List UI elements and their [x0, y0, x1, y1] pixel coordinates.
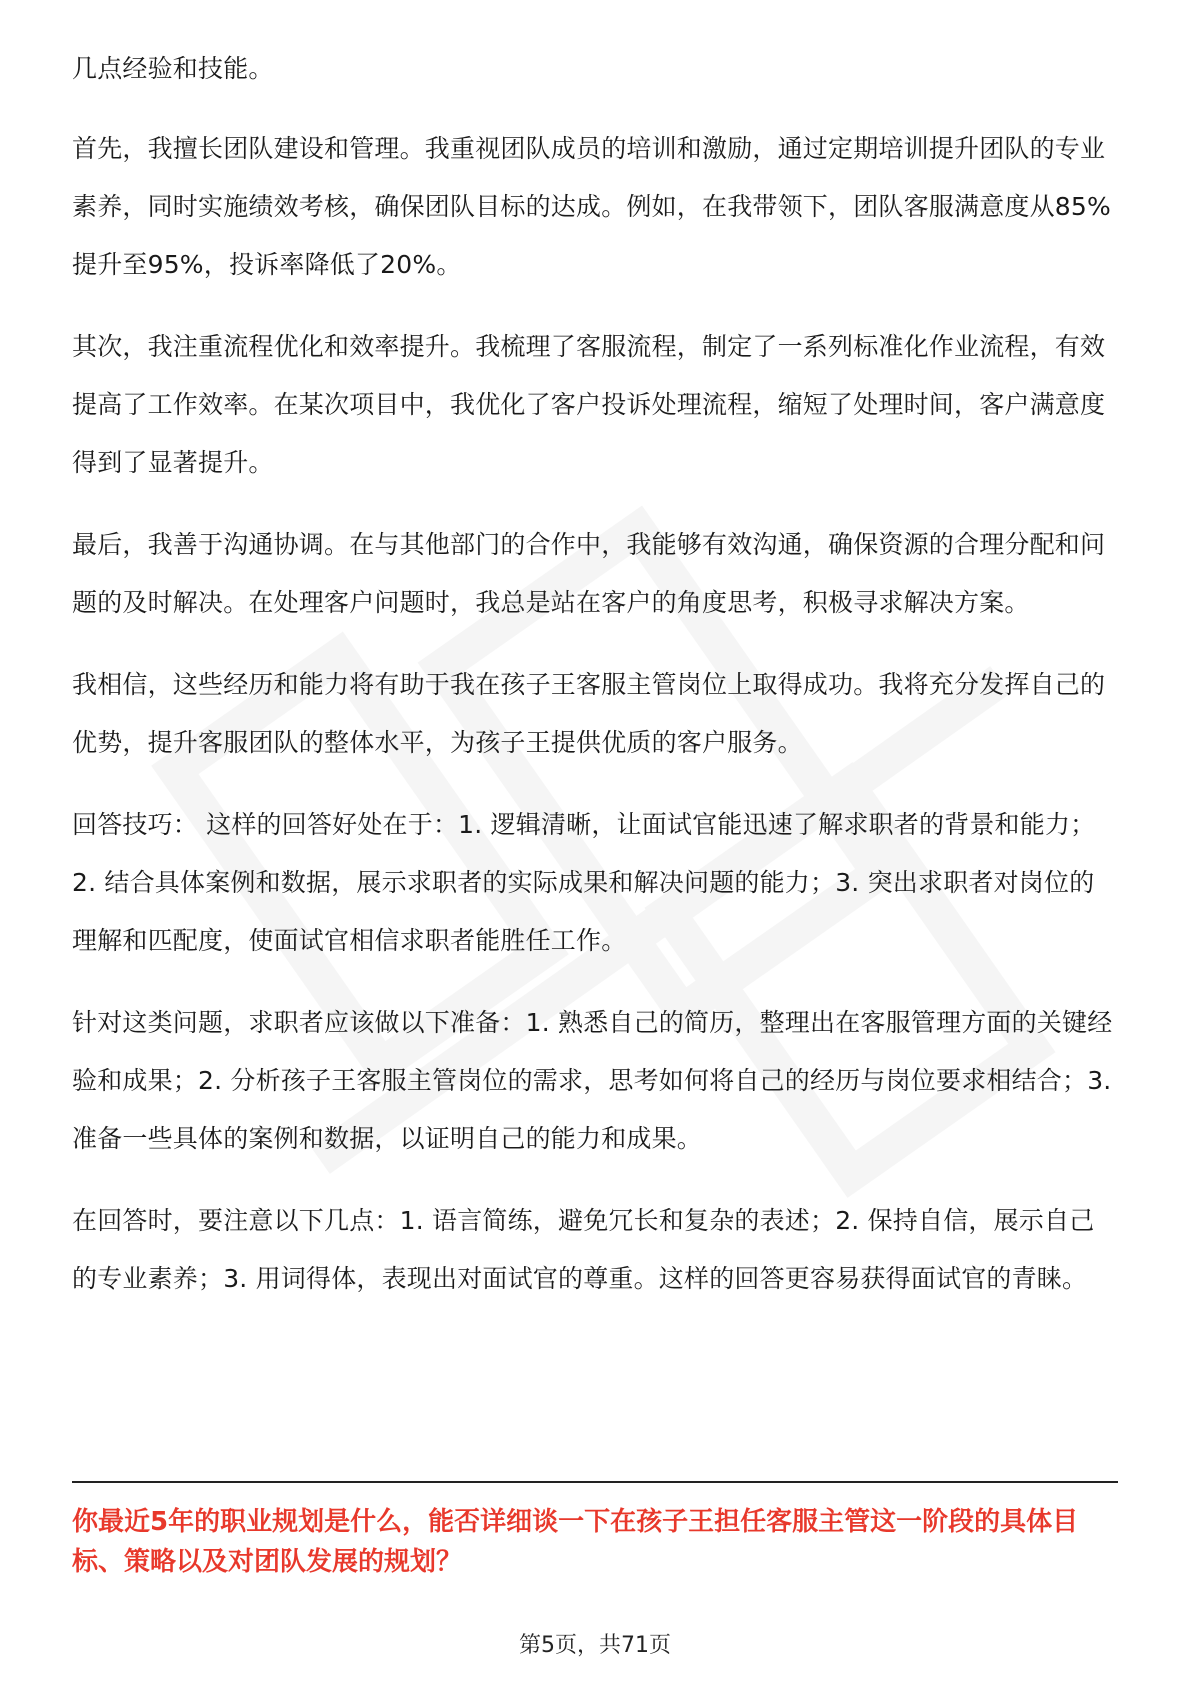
- section-divider: [72, 1481, 1118, 1483]
- paragraph-answer-notes: 在回答时，要注意以下几点：1. 语言简练，避免冗长和复杂的表述；2. 保持自信，展示自己的专业素养；3. 用词得体，表现出对面试官的尊重。这样的回答更容易获得面试官的青睐。: [72, 1206, 1095, 1293]
- next-question-heading: 你最近5年的职业规划是什么，能否详细谈一下在孩子王担任客服主管这一阶段的具体目标、策略以及对团队发展的规划？: [72, 1507, 1079, 1577]
- paragraph-process-optimization: 其次，我注重流程优化和效率提升。我梳理了客服流程，制定了一系列标准化作业流程，有效提高了工作效率。在某次项目中，我优化了客户投诉处理流程，缩短了处理时间，客户满意度得到了显著提升。: [72, 332, 1106, 477]
- page-number: 第5页，共71页: [519, 1633, 671, 1658]
- paragraph-communication: 最后，我善于沟通协调。在与其他部门的合作中，我能够有效沟通，确保资源的合理分配和问题的及时解决。在处理客户问题时，我总是站在客户的角度思考，积极寻求解决方案。: [72, 530, 1106, 617]
- paragraph-answer-tips: 回答技巧： 这样的回答好处在于：1. 逻辑清晰，让面试官能迅速了解求职者的背景和能力；2. 结合具体案例和数据，展示求职者的实际成果和解决问题的能力；3. 突出求职者对岗位的理解和匹配度，使面试官相信求职者能胜任工作。: [72, 810, 1096, 955]
- paragraph-conclusion: 我相信，这些经历和能力将有助于我在孩子王客服主管岗位上取得成功。我将充分发挥自己的优势，提升客服团队的整体水平，为孩子王提供优质的客户服务。: [72, 670, 1106, 757]
- paragraph-intro-tail: 几点经验和技能。: [72, 54, 274, 83]
- paragraph-team-building: 首先，我擅长团队建设和管理。我重视团队成员的培训和激励，通过定期培训提升团队的专业素养，同时实施绩效考核，确保团队目标的达成。例如，在我带领下，团队客服满意度从85%提升至95%，投诉率降低了20%。: [72, 134, 1111, 279]
- document-body: [72, 40, 1118, 1332]
- paragraph-preparation: 针对这类问题，求职者应该做以下准备：1. 熟悉自己的简历，整理出在客服管理方面的关键经验和成果；2. 分析孩子王客服主管岗位的需求，思考如何将自己的经历与岗位要求相结合；3. 准备一些具体的案例和数据，以证明自己的能力和成果。: [72, 1008, 1113, 1153]
